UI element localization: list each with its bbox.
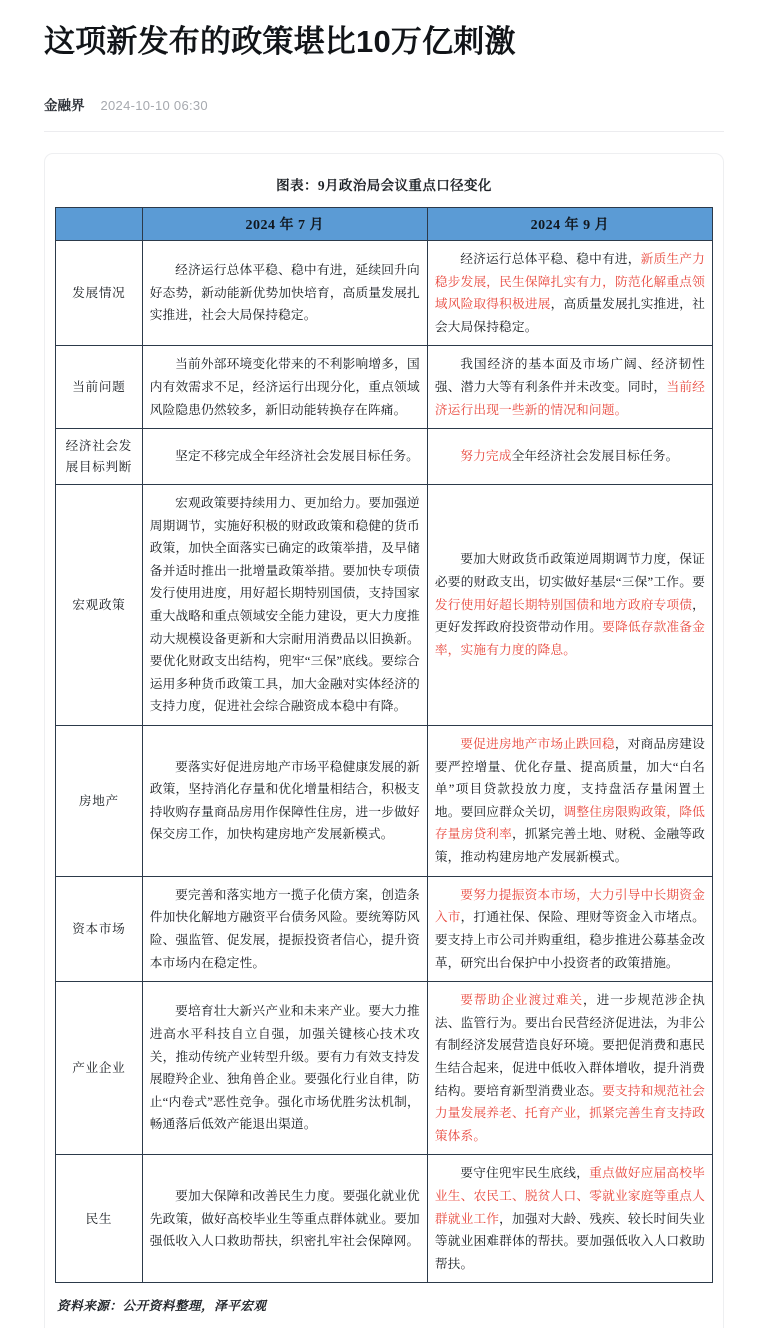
row-label-发展情况: 发展情况 xyxy=(56,240,143,345)
table-row xyxy=(56,726,713,877)
cell-september xyxy=(427,240,712,345)
plain-text: 坚定不移完成全年经济社会发展目标任务。 xyxy=(175,449,420,464)
table-row xyxy=(56,1155,713,1283)
cell-paragraph xyxy=(150,259,420,327)
cell-paragraph xyxy=(150,1000,420,1136)
cell-july xyxy=(142,982,427,1155)
cell-paragraph xyxy=(435,884,705,974)
cell-paragraph xyxy=(150,756,420,846)
column-header-category xyxy=(56,207,143,240)
table-row xyxy=(56,982,713,1155)
cell-july xyxy=(142,876,427,981)
cell-september xyxy=(427,876,712,981)
table-row xyxy=(56,240,713,345)
cell-paragraph xyxy=(435,445,705,468)
table-row xyxy=(56,484,713,725)
plain-text: 要加大保障和改善民生力度。要强化就业优先政策，做好高校毕业生等重点群体就业。要加强低收入人口救助帮扶，织密扎牢社会保障网。 xyxy=(149,1189,420,1249)
row-label-宏观政策: 宏观政策 xyxy=(56,484,143,725)
plain-text: ，更好发挥政府投资带动作用。 xyxy=(434,597,705,635)
plain-text: ，加强对大龄、残疾、较长时间失业等就业困难群体的帮扶。要加强低收入人口救助帮扶。 xyxy=(434,1211,705,1271)
cell-paragraph xyxy=(150,884,420,974)
plain-text: 经济运行总体平稳、稳中有进， xyxy=(460,251,641,266)
cell-july xyxy=(142,726,427,877)
highlighted-text: 要降低存款准备金率，实施有力度的降息。 xyxy=(434,620,706,657)
column-header-july: 2024 年 7 月 xyxy=(142,207,427,240)
cell-july xyxy=(142,429,427,485)
highlighted-text: 重点做好应届高校毕业生、农民工、脱贫人口、零就业家庭等重点人群就业工作 xyxy=(434,1166,705,1226)
plain-text: ，对商品房建设要严控增量、优化存量、提高质量，加大“白名单”项目贷款投放力度，支持盘活存量闲置土地。要回应群众关切， xyxy=(434,737,705,819)
plain-text: 全年经济社会发展目标任务。 xyxy=(511,449,679,464)
byline-source: 金融界 xyxy=(44,97,85,113)
row-label-产业企业: 产业企业 xyxy=(56,982,143,1155)
plain-text: 我国经济的基本面及市场广阔、经济韧性强、潜力大等有利条件并未改变。同时， xyxy=(434,357,705,394)
plain-text: 要完善和落实地方一揽子化债方案，创造条件加快化解地方融资平台债务风险。要统筹防风险、强监管、促发展，提振投资者信心，提升资本市场内在稳定性。 xyxy=(149,887,420,970)
highlighted-text: 新质生产力稳步发展，民生保障扎实有力，防范化解重点领域风险取得积极进展 xyxy=(434,251,705,312)
cell-september xyxy=(427,429,712,485)
policy-comparison-table xyxy=(55,207,713,1284)
highlighted-text: 要支持和规范社会力量发展养老、托育产业，抓紧完善生育支持政策体系。 xyxy=(434,1083,706,1143)
byline-timestamp: 2024-10-10 06:30 xyxy=(100,97,208,113)
highlighted-text: 努力完成 xyxy=(460,449,512,464)
cell-september xyxy=(427,346,712,429)
cell-september xyxy=(427,726,712,877)
plain-text: ，进一步规范涉企执法、监管行为。要出台民营经济促进法，为非公有制经济发展营造良好环境。要把促消费和惠民生结合起来，促进中低收入群体增收，提升消费结构。要培育新型消费业态。 xyxy=(434,993,705,1098)
cell-paragraph xyxy=(435,989,705,1147)
plain-text: ，打通社保、保险、理财等资金入市堵点。要支持上市公司并购重组，稳步推进公募基金改革，研究出台保护中小投资者的政策措施。 xyxy=(434,910,705,970)
row-label-经济社会发展目标判断: 经济社会发展目标判断 xyxy=(56,429,143,485)
plain-text: 要培育壮大新兴产业和未来产业。要大力推进高水平科技自立自强，加强关键核心技术攻关，推动传统产业转型升级。要有力有效支持发展瞪羚企业、独角兽企业。要强化行业自律，防止“内卷式”恶性竞争。强化市场优胜劣汰机制，畅通落后低效产能退出渠道。 xyxy=(149,1004,420,1132)
policy-table-wrapper xyxy=(45,207,723,1284)
row-label-当前问题: 当前问题 xyxy=(56,346,143,429)
table-row xyxy=(56,346,713,429)
cell-july xyxy=(142,346,427,429)
row-label-资本市场: 资本市场 xyxy=(56,876,143,981)
plain-text: 宏观政策要持续用力、更加给力。要加强逆周期调节，实施好积极的财政政策和稳健的货币政策，加快全面落实已确定的政策举措，及早储备并适时推出一批增量政策举措。要加快专项债发行使用进度，用好超长期特别国债，支持国家重大战略和重点领域安全能力建设，更大力度推动大规模设备更新和大宗耐用消费品以旧换新。要优化财政支出结构，兜牢“三保”底线。要综合运用多种货币政策工具，加大金融对实体经济的支持力度，促进社会综合融资成本稳中有降。 xyxy=(149,495,420,714)
figure-source-note: 资料来源：公开资料整理，泽平宏观 xyxy=(57,1299,267,1314)
plain-text: ，抓紧完善土地、财税、金融等政策，推动构建房地产发展新模式。 xyxy=(434,827,706,865)
table-header-row xyxy=(56,207,713,240)
page-title: 这项新发布的政策堪比10万亿刺激 xyxy=(44,24,516,59)
plain-text: 要守住兜牢民生底线， xyxy=(460,1166,590,1181)
row-label-房地产: 房地产 xyxy=(56,726,143,877)
article-header xyxy=(0,0,768,132)
plain-text: 要落实好促进房地产市场平稳健康发展的新政策，坚持消化存量和优化增量相结合，积极支持收购存量商品房用作保障性住房，进一步做好保交房工作，加快构建房地产发展新模式。 xyxy=(149,759,420,842)
cell-paragraph xyxy=(150,353,420,421)
table-body xyxy=(56,240,713,1283)
plain-text: ，高质量发展扎实推进，社会大局保持稳定。 xyxy=(434,297,705,334)
table-row xyxy=(56,429,713,485)
cell-paragraph xyxy=(150,492,420,718)
byline xyxy=(44,94,724,132)
table-row xyxy=(56,876,713,981)
cell-september xyxy=(427,982,712,1155)
figure-card xyxy=(44,153,724,1328)
highlighted-text: 要帮助企业渡过难关 xyxy=(460,993,584,1008)
column-header-september: 2024 年 9 月 xyxy=(427,207,712,240)
cell-paragraph xyxy=(435,733,705,869)
table-header xyxy=(56,207,713,240)
figure-caption: 图表：9月政治局会议重点口径变化 xyxy=(276,177,492,193)
highlighted-text: 发行使用好超长期特别国债和地方政府专项债 xyxy=(434,597,693,612)
highlighted-text: 要努力提振资本市场，大力引导中长期资金入市 xyxy=(434,887,705,925)
cell-paragraph xyxy=(150,445,420,468)
highlighted-text: 当前经济运行出现一些新的情况和问题。 xyxy=(434,379,706,417)
cell-paragraph xyxy=(435,1162,705,1275)
cell-july xyxy=(142,1155,427,1283)
cell-july xyxy=(142,240,427,345)
highlighted-text: 要促进房地产市场止跌回稳 xyxy=(460,737,615,752)
row-label-民生: 民生 xyxy=(56,1155,143,1283)
plain-text: 当前外部环境变化带来的不利影响增多，国内有效需求不足，经济运行出现分化，重点领域风险隐患仍然较多，新旧动能转换存在阵痛。 xyxy=(149,357,420,417)
plain-text: 经济运行总体平稳、稳中有进，延续回升向好态势，新动能新优势加快培育，高质量发展扎实推进，社会大局保持稳定。 xyxy=(149,263,420,323)
highlighted-text: 调整住房限购政策，降低存量房贷利率 xyxy=(434,804,705,842)
cell-july xyxy=(142,484,427,725)
cell-paragraph xyxy=(435,548,705,661)
cell-paragraph xyxy=(435,248,705,338)
cell-paragraph xyxy=(150,1185,420,1253)
cell-paragraph xyxy=(435,353,705,421)
cell-september xyxy=(427,1155,712,1283)
cell-september xyxy=(427,484,712,725)
plain-text: 要加大财政货币政策逆周期调节力度，保证必要的财政支出，切实做好基层“三保”工作。要 xyxy=(434,552,705,590)
